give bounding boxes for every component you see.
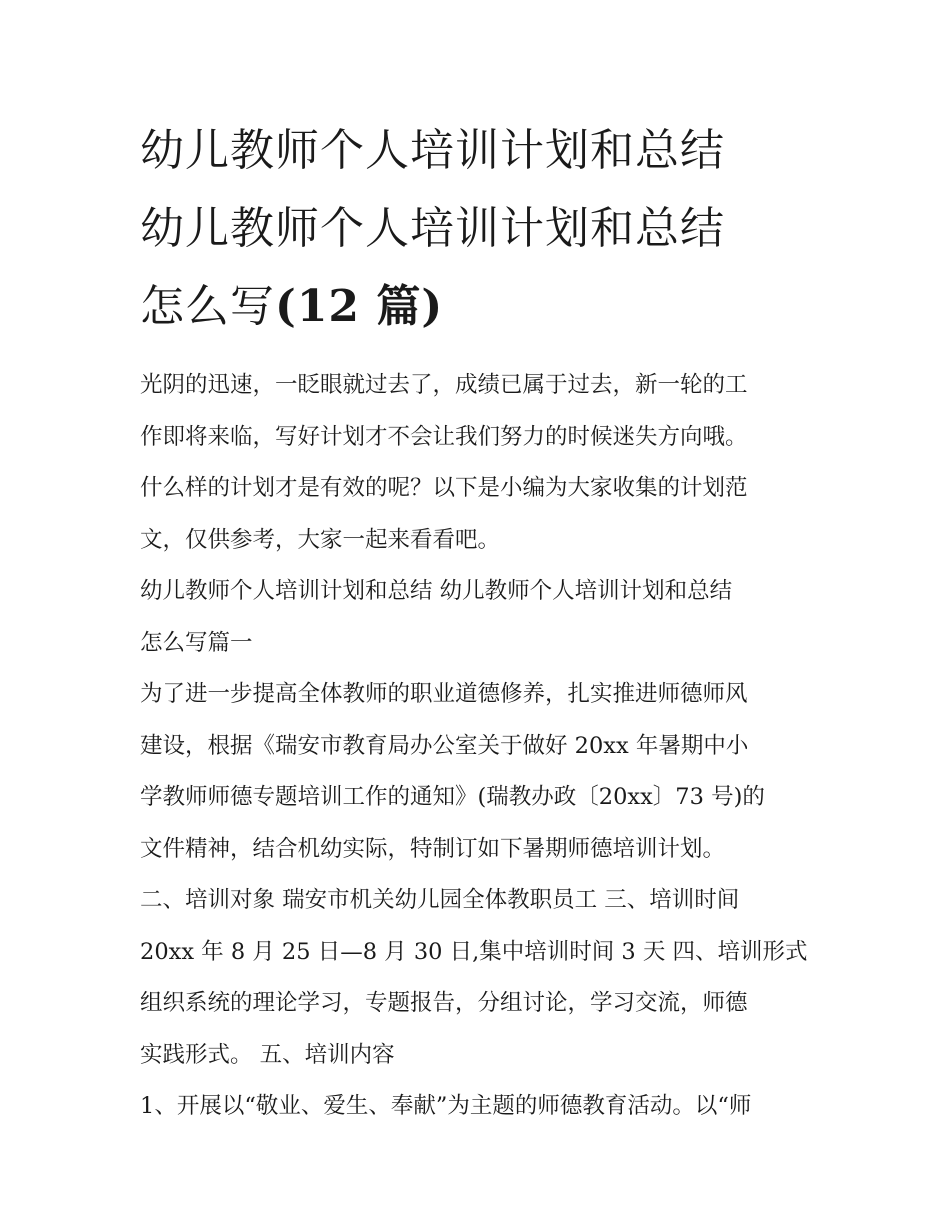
text-line: 1、开展以“敬业、爱生、奉献”为主题的师德教育活动。以“师 <box>140 1093 752 1119</box>
text-line: 建设，根据《瑞安市教育局办公室关于做好 20xx 年暑期中小 <box>140 732 749 759</box>
title-count: (12 篇) <box>275 281 444 332</box>
text-line: 实践形式。 五、培训内容 <box>140 1041 395 1068</box>
title-line: 幼儿教师个人培训计划和总结 <box>140 125 725 176</box>
text-line: 怎么写篇一 <box>140 629 253 656</box>
text-line: 学教师师德专题培训工作的通知》(瑞教办政〔20xx〕73 号)的 <box>140 784 765 810</box>
text-line: 二、培训对象 瑞安市机关幼儿园全体教职员工 三、培训时间 <box>140 887 740 913</box>
intro-paragraph <box>140 360 812 566</box>
text-line: 组织系统的理论学习，专题报告，分组讨论，学习交流，师德 <box>140 990 748 1016</box>
text-line: 文，仅供参考，大家一起来看看吧。 <box>140 526 501 553</box>
text-line: 20xx 年 8 月 25 日—8 月 30 日,集中培训时间 3 天 四、培训形式 <box>140 938 808 965</box>
text-line: 为了进一步提高全体教师的职业道德修养，扎实推进师德师风 <box>140 681 748 707</box>
body-paragraph <box>140 669 812 875</box>
title-line <box>140 268 830 346</box>
text-line: 幼儿教师个人培训计划和总结 幼儿教师个人培训计划和总结 <box>140 578 733 604</box>
body-paragraph <box>140 1081 812 1133</box>
title-line: 幼儿教师个人培训计划和总结 <box>140 203 725 254</box>
document-title <box>140 112 830 346</box>
body-paragraph <box>140 875 812 1081</box>
text-line: 光阴的迅速，一眨眼就过去了，成绩已属于过去，新一轮的工 <box>140 372 748 398</box>
text-line: 文件精神，结合机幼实际，特制订如下暑期师德培训计划。 <box>140 835 726 862</box>
text-line: 作即将来临，写好计划才不会让我们努力的时候迷失方向哦。 <box>140 423 748 450</box>
section-heading <box>140 566 812 669</box>
text-line: 什么样的计划才是有效的呢？以下是小编为大家收集的计划范 <box>140 475 748 501</box>
title-line-text: 怎么写 <box>140 281 275 332</box>
